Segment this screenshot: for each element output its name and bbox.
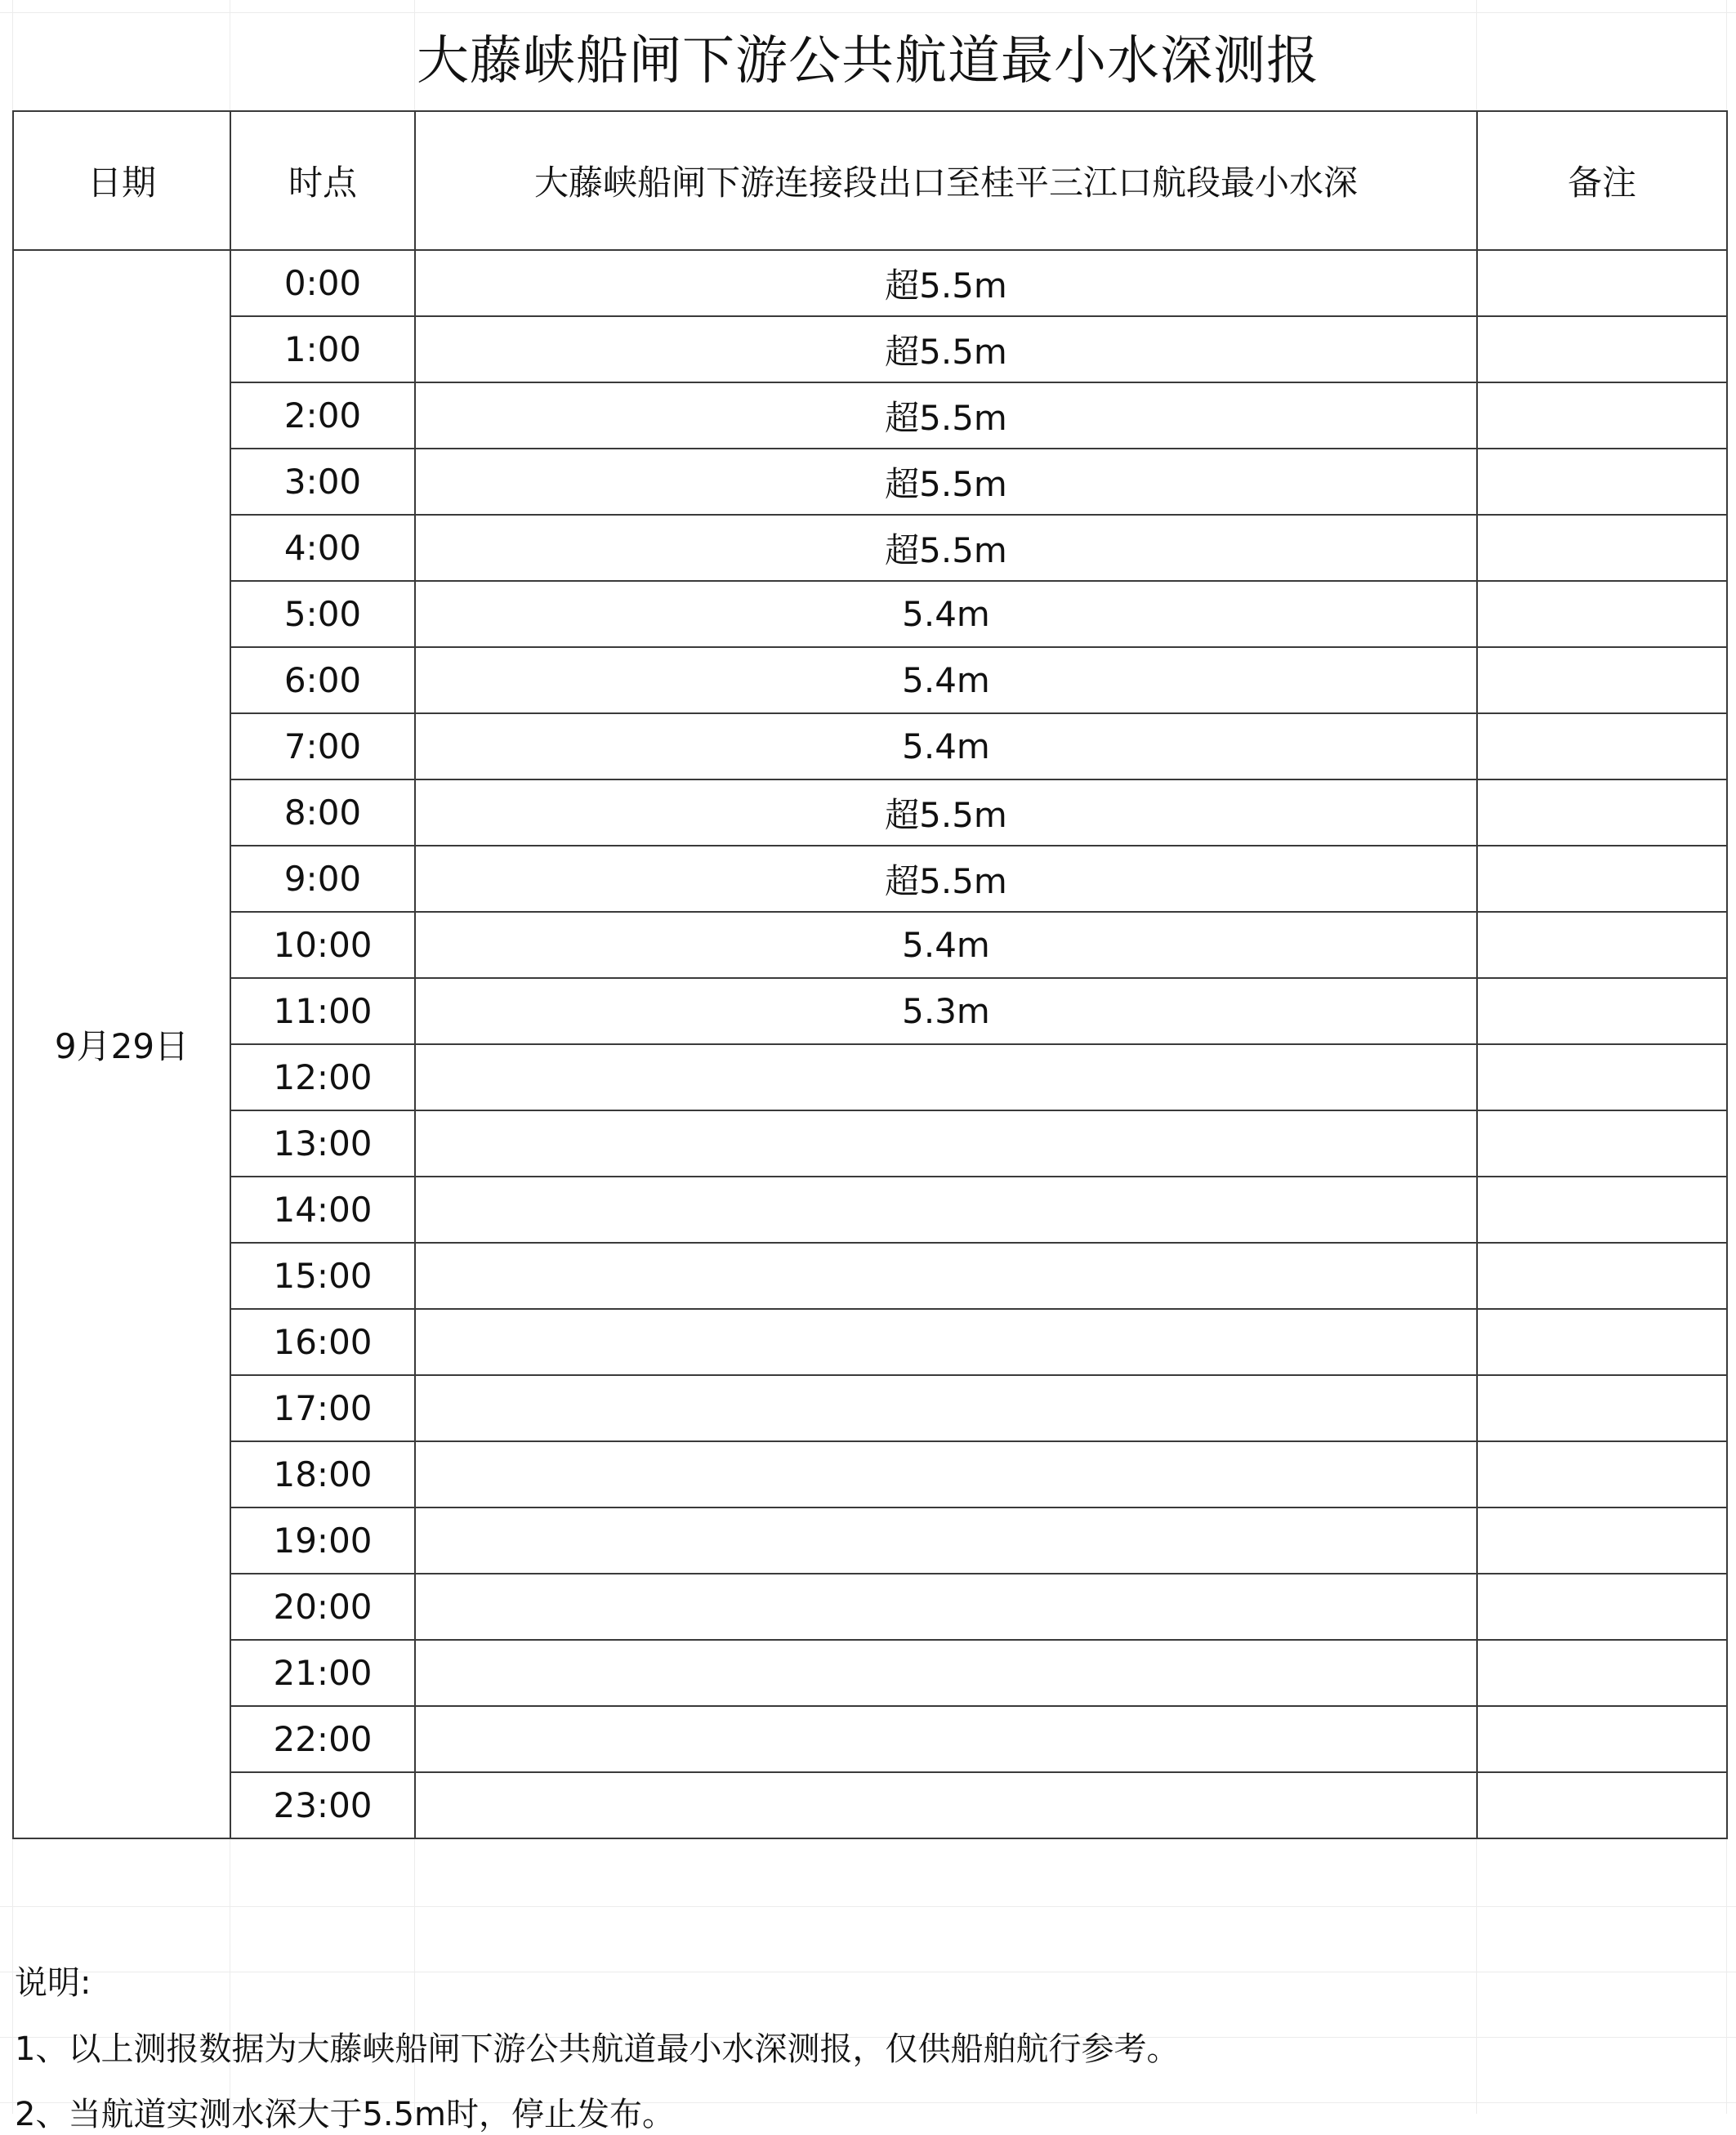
remark-cell xyxy=(1477,647,1727,713)
table-row xyxy=(13,1375,1727,1441)
remark-cell xyxy=(1477,1507,1727,1574)
table-row xyxy=(13,1243,1727,1309)
depth-cell: 5.4m xyxy=(415,647,1477,713)
time-cell: 8:00 xyxy=(230,779,415,846)
depth-cell xyxy=(415,1110,1477,1177)
depth-cell xyxy=(415,1243,1477,1309)
table-header-row xyxy=(13,111,1727,250)
depth-cell xyxy=(415,1309,1477,1375)
table-row xyxy=(13,250,1727,316)
remark-cell xyxy=(1477,316,1727,382)
table-row xyxy=(13,1574,1727,1640)
depth-cell xyxy=(415,1441,1477,1507)
depth-cell xyxy=(415,1772,1477,1838)
depth-cell: 超5.5m xyxy=(415,779,1477,846)
depth-cell xyxy=(415,1177,1477,1243)
table-row xyxy=(13,846,1727,912)
time-cell: 20:00 xyxy=(230,1574,415,1640)
remark-cell xyxy=(1477,250,1727,316)
table-body xyxy=(13,250,1727,1838)
remark-cell xyxy=(1477,1110,1727,1177)
table-row xyxy=(13,779,1727,846)
header-time: 时点 xyxy=(230,111,415,250)
depth-cell: 5.4m xyxy=(415,581,1477,647)
depth-cell xyxy=(415,1044,1477,1110)
time-cell: 2:00 xyxy=(230,382,415,449)
time-cell: 17:00 xyxy=(230,1375,415,1441)
remark-cell xyxy=(1477,1243,1727,1309)
time-cell: 14:00 xyxy=(230,1177,415,1243)
note-item-2: 2、当航道实测水深大于5.5m时，停止发布。 xyxy=(15,2096,676,2133)
notes-heading: 说明: xyxy=(15,1964,91,2002)
remark-cell xyxy=(1477,1574,1727,1640)
page-title: 大藤峡船闸下游公共航道最小水深测报 xyxy=(417,31,1319,92)
time-cell: 5:00 xyxy=(230,581,415,647)
remark-cell xyxy=(1477,846,1727,912)
table-row xyxy=(13,316,1727,382)
remark-cell xyxy=(1477,581,1727,647)
time-cell: 16:00 xyxy=(230,1309,415,1375)
water-depth-table xyxy=(12,110,1728,1839)
depth-cell xyxy=(415,1375,1477,1441)
remark-cell xyxy=(1477,382,1727,449)
depth-cell xyxy=(415,1507,1477,1574)
time-cell: 13:00 xyxy=(230,1110,415,1177)
depth-cell: 5.4m xyxy=(415,912,1477,978)
depth-cell: 超5.5m xyxy=(415,515,1477,581)
remark-cell xyxy=(1477,515,1727,581)
time-cell: 23:00 xyxy=(230,1772,415,1838)
depth-cell: 超5.5m xyxy=(415,846,1477,912)
time-cell: 0:00 xyxy=(230,250,415,316)
remark-cell xyxy=(1477,978,1727,1044)
table-row xyxy=(13,382,1727,449)
table-row xyxy=(13,1706,1727,1772)
depth-cell xyxy=(415,1574,1477,1640)
date-cell: 9月29日 xyxy=(13,250,230,1838)
table-row xyxy=(13,1044,1727,1110)
table-row xyxy=(13,978,1727,1044)
time-cell: 22:00 xyxy=(230,1706,415,1772)
depth-cell xyxy=(415,1706,1477,1772)
table-row xyxy=(13,1772,1727,1838)
time-cell: 6:00 xyxy=(230,647,415,713)
table-row xyxy=(13,449,1727,515)
table-row xyxy=(13,1507,1727,1574)
time-cell: 10:00 xyxy=(230,912,415,978)
remark-cell xyxy=(1477,1772,1727,1838)
remark-cell xyxy=(1477,779,1727,846)
time-cell: 21:00 xyxy=(230,1640,415,1706)
depth-cell: 5.4m xyxy=(415,713,1477,779)
depth-cell: 5.3m xyxy=(415,978,1477,1044)
depth-cell: 超5.5m xyxy=(415,449,1477,515)
time-cell: 12:00 xyxy=(230,1044,415,1110)
table-row xyxy=(13,1309,1727,1375)
depth-cell: 超5.5m xyxy=(415,316,1477,382)
remark-cell xyxy=(1477,1044,1727,1110)
table-row xyxy=(13,515,1727,581)
table-row xyxy=(13,1110,1727,1177)
time-cell: 4:00 xyxy=(230,515,415,581)
header-remark: 备注 xyxy=(1477,111,1727,250)
remark-cell xyxy=(1477,1441,1727,1507)
time-cell: 9:00 xyxy=(230,846,415,912)
remark-cell xyxy=(1477,449,1727,515)
time-cell: 3:00 xyxy=(230,449,415,515)
header-date: 日期 xyxy=(13,111,230,250)
time-cell: 18:00 xyxy=(230,1441,415,1507)
depth-cell: 超5.5m xyxy=(415,382,1477,449)
table-row xyxy=(13,912,1727,978)
remark-cell xyxy=(1477,1375,1727,1441)
remark-cell xyxy=(1477,1706,1727,1772)
time-cell: 7:00 xyxy=(230,713,415,779)
time-cell: 15:00 xyxy=(230,1243,415,1309)
remark-cell xyxy=(1477,1640,1727,1706)
remark-cell xyxy=(1477,912,1727,978)
header-min-depth: 大藤峡船闸下游连接段出口至桂平三江口航段最小水深 xyxy=(415,111,1477,250)
note-item-1: 1、以上测报数据为大藤峡船闸下游公共航道最小水深测报，仅供船舶航行参考。 xyxy=(15,2030,1180,2068)
table-row xyxy=(13,647,1727,713)
remark-cell xyxy=(1477,713,1727,779)
table-row xyxy=(13,713,1727,779)
remark-cell xyxy=(1477,1309,1727,1375)
time-cell: 11:00 xyxy=(230,978,415,1044)
table-row xyxy=(13,581,1727,647)
table-row xyxy=(13,1177,1727,1243)
time-cell: 19:00 xyxy=(230,1507,415,1574)
table-row xyxy=(13,1640,1727,1706)
table-row xyxy=(13,1441,1727,1507)
remark-cell xyxy=(1477,1177,1727,1243)
depth-cell xyxy=(415,1640,1477,1706)
depth-cell: 超5.5m xyxy=(415,250,1477,316)
time-cell: 1:00 xyxy=(230,316,415,382)
